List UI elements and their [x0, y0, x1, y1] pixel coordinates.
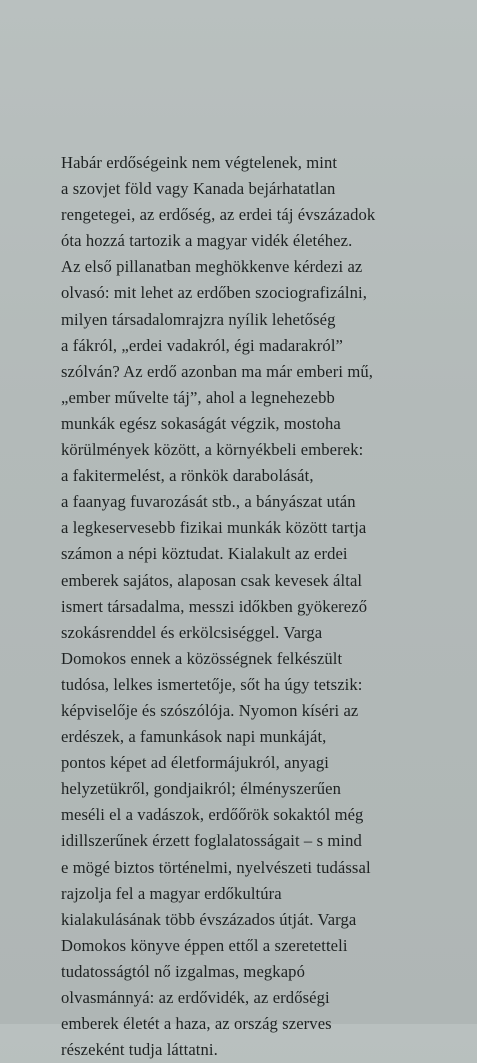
blurb-line: emberek életét a haza, az ország szerves [61, 1014, 332, 1034]
blurb-line: kialakulásának több évszázados útját. Varga [61, 909, 357, 929]
blurb-line: helyzetükről, gondjaikról; élményszerűen [61, 779, 342, 799]
blurb-line: Domokos könyve éppen ettől a szeretetteli [61, 935, 348, 955]
blurb-line: Habár erdőségeink nem végtelenek, mint [61, 153, 338, 172]
blurb-line: idillszerűnek érzett foglalatosságait – s mind [61, 831, 362, 851]
blurb-line: a szovjet föld vagy Kanada bejárhatatlan [61, 179, 336, 199]
blurb-line: „ember művelte táj”, ahol a legnehezebb [61, 387, 335, 407]
blurb-line: szokásrenddel és erkölcsiséggel. Varga [61, 622, 323, 642]
blurb-line: a fákról, „erdei vadakról, égi madarakról” [61, 335, 343, 355]
blurb-line: a fakitermelést, a rönkök darabolását, [61, 466, 314, 486]
blurb-line: tudatosságtól nő izgalmas, megkapó [61, 961, 305, 981]
blurb-line: tudósa, lelkes ismertetője, sőt ha úgy tetszik: [61, 674, 363, 694]
blurb-line: meséli el a vadászok, erdőőrök sokaktól még [61, 805, 364, 825]
blurb-line: olvasó: mit lehet az erdőben szociografizálni, [61, 283, 367, 303]
blurb-text [61, 150, 461, 1063]
blurb-line: rajzolja fel a magyar erdőkultúra [61, 883, 282, 903]
blurb-line: ismert társadalma, messzi időkben gyökerező [61, 596, 368, 616]
blurb-line: rengetegei, az erdőség, az erdei táj évszázadok [61, 205, 376, 225]
blurb-line: Az első pillanatban meghökkenve kérdezi az [61, 257, 363, 277]
blurb-line: a legkeservesebb fizikai munkák között tartja [61, 518, 367, 538]
blurb-line: a faanyag fuvarozását stb., a bányászat után [61, 492, 356, 512]
blurb-line: pontos képet ad életformájukról, anyagi [61, 753, 329, 773]
blurb-line: emberek sajátos, alaposan csak kevesek által [61, 570, 363, 590]
blurb-line: óta hozzá tartozik a magyar vidék életéhez. [61, 231, 353, 251]
blurb-line: milyen társadalomrajzra nyílik lehetőség [61, 309, 336, 329]
blurb-line: képviselője és szószólója. Nyomon kíséri az [61, 700, 359, 720]
blurb-line: e mögé biztos történelmi, nyelvészeti tudással [61, 857, 371, 877]
blurb-line: olvasmánnyá: az erdővidék, az erdőségi [61, 988, 330, 1007]
blurb-line: részeként tudja láttatni. [61, 1040, 218, 1060]
blurb-line: számon a népi köztudat. Kialakult az erdei [61, 544, 348, 564]
blurb-line: Domokos ennek a közösségnek felkészült [61, 648, 343, 668]
blurb-line: erdészek, a famunkások napi munkáját, [61, 727, 327, 747]
blurb-line: körülmények között, a környékbeli emberek: [61, 440, 364, 460]
blurb-line: szólván? Az erdő azonban ma már emberi mű, [61, 361, 373, 381]
blurb-line: munkák egész sokaságát végzik, mostoha [61, 413, 341, 433]
